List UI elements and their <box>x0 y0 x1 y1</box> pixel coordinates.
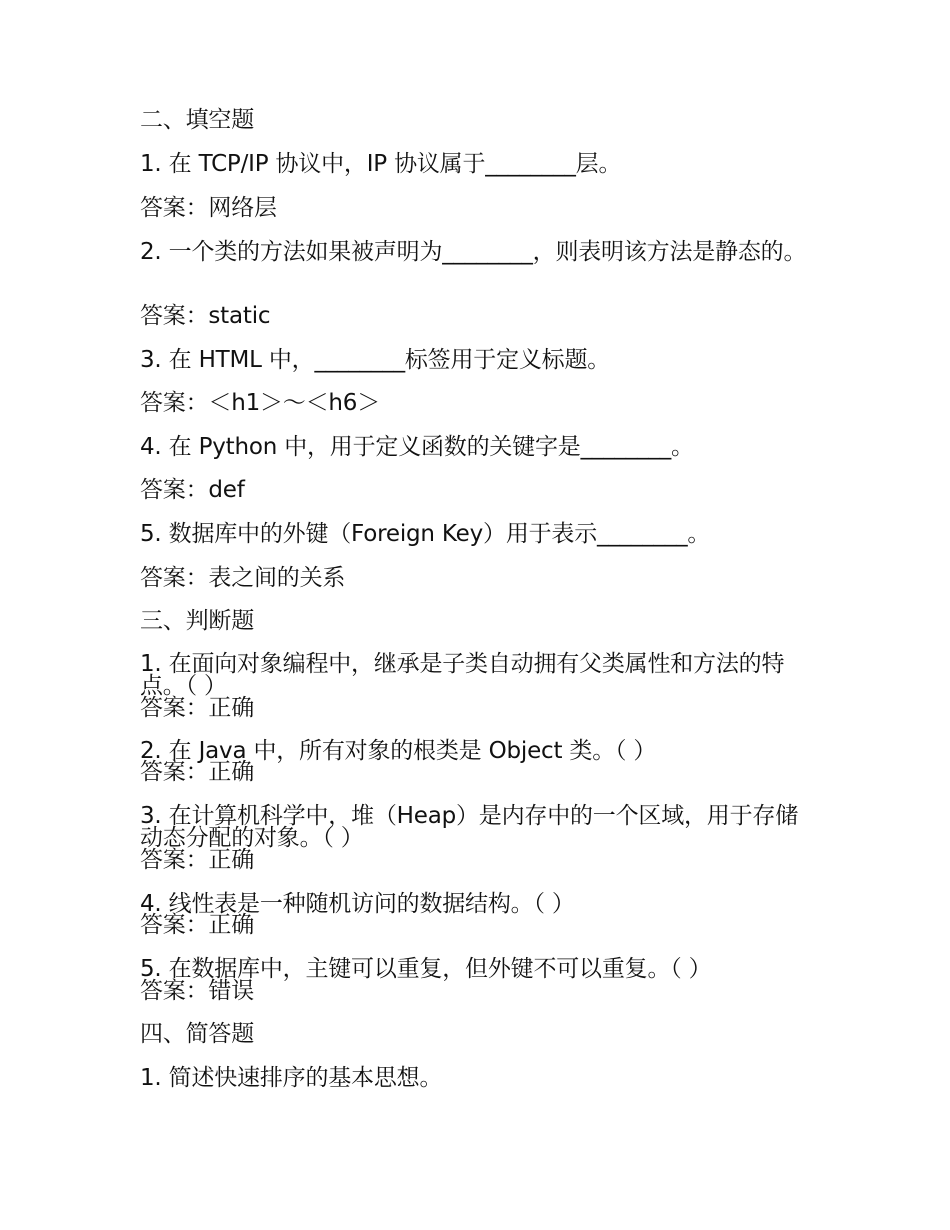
judge-question-2: 2. 在 Java 中，所有对象的根类是 Object 类。（ ） <box>140 738 657 764</box>
judge-answer-2: 答案：正确 <box>140 759 255 785</box>
section-heading-fill-in: 二、填空题 <box>140 107 255 133</box>
fill-question-2: 2. 一个类的方法如果被声明为________，则表明该方法是静态的。 <box>140 239 807 265</box>
judge-question-5: 5. 在数据库中，主键可以重复，但外键不可以重复。（ ） <box>140 956 712 982</box>
judge-answer-1: 答案：正确 <box>140 695 255 721</box>
judge-answer-5: 答案：错误 <box>140 978 255 1004</box>
short-question-1: 1. 简述快速排序的基本思想。 <box>140 1065 443 1091</box>
judge-question-4: 4. 线性表是一种随机访问的数据结构。（ ） <box>140 891 575 917</box>
fill-answer-3: 答案：＜h1＞～＜h6＞ <box>140 390 381 416</box>
judge-answer-4: 答案：正确 <box>140 912 255 938</box>
fill-question-4: 4. 在 Python 中，用于定义函数的关键字是________。 <box>140 434 694 460</box>
fill-answer-1: 答案：网络层 <box>140 195 277 221</box>
judge-question-1: 1. 在面向对象编程中，继承是子类自动拥有父类属性和方法的特点。（ ） <box>140 651 785 699</box>
fill-answer-4: 答案：def <box>140 477 245 503</box>
fill-answer-5: 答案：表之间的关系 <box>140 565 346 591</box>
section-heading-short-answer: 四、简答题 <box>140 1021 255 1047</box>
fill-question-3: 3. 在 HTML 中，________标签用于定义标题。 <box>140 347 611 373</box>
section-heading-true-false: 三、判断题 <box>140 608 255 634</box>
judge-question-3: 3. 在计算机科学中，堆（Heap）是内存中的一个区域，用于存储动态分配的对象。（ ） <box>140 803 798 851</box>
fill-question-1: 1. 在 TCP/IP 协议中，IP 协议属于________层。 <box>140 151 622 177</box>
judge-answer-3: 答案：正确 <box>140 847 255 873</box>
fill-question-5: 5. 数据库中的外键（Foreign Key）用于表示________。 <box>140 521 711 547</box>
fill-answer-2: 答案：static <box>140 303 271 329</box>
